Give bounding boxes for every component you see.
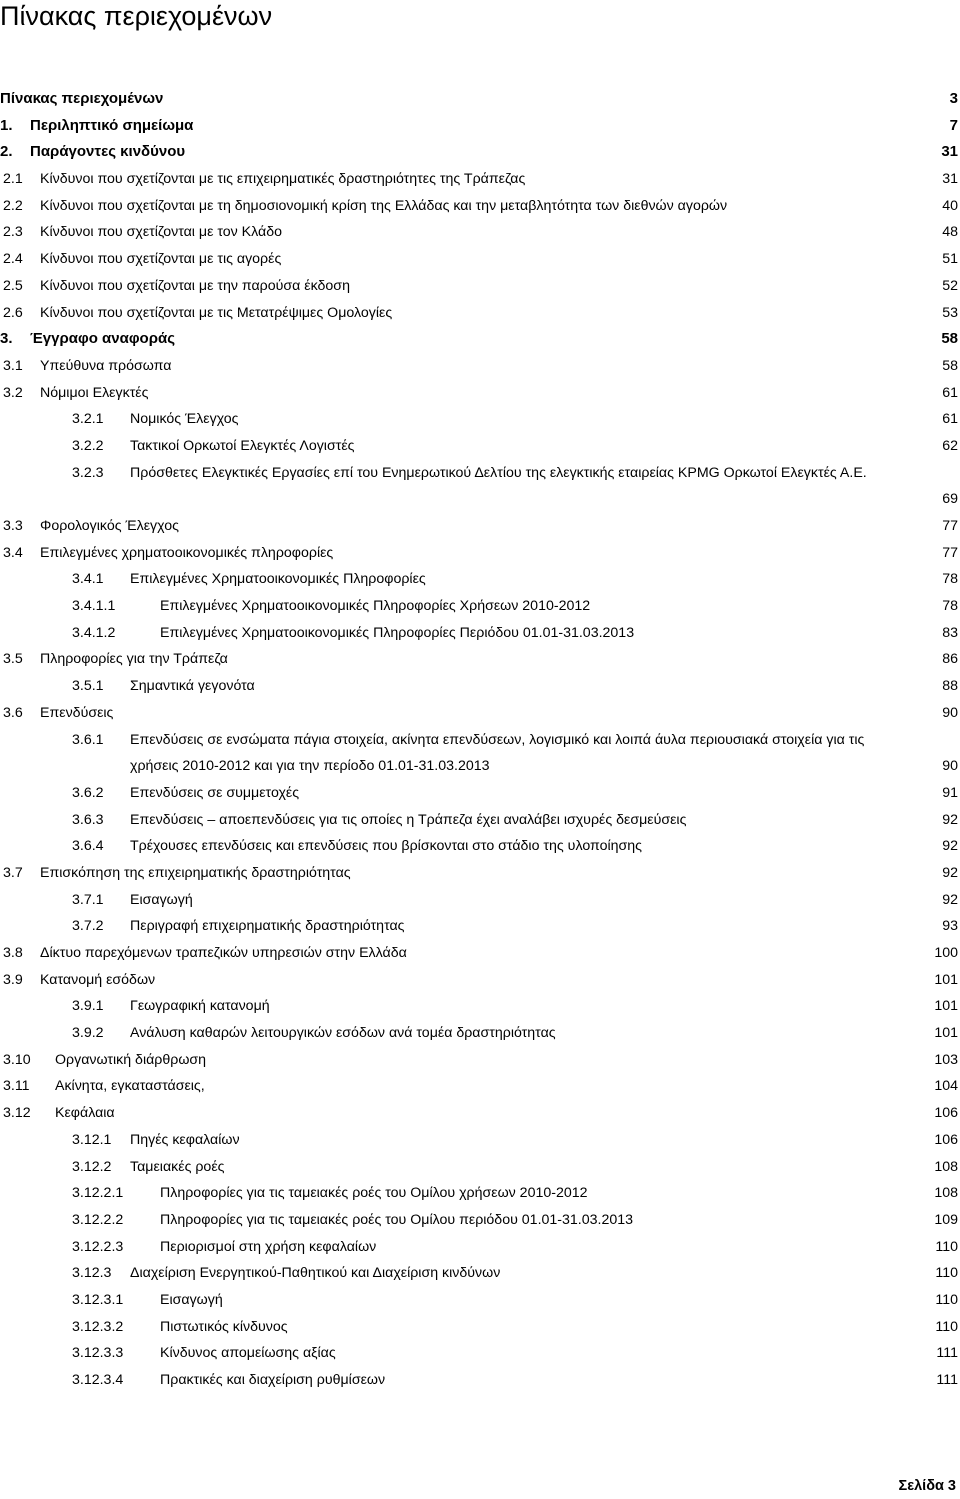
toc-entry[interactable] — [0, 193, 958, 220]
toc-entry-title: Κίνδυνοι που σχετίζονται με τη δημοσιονομική κρίση της Ελλάδας και την μεταβλητότητα των διεθνών αγορών — [40, 197, 728, 214]
toc-entry[interactable] — [0, 1020, 958, 1047]
toc-entry-number: 3.10 — [3, 1051, 31, 1068]
toc-entry-page: 78 — [942, 571, 958, 588]
toc-entry-number: 3.6.3 — [72, 811, 104, 828]
toc-entry-title: Επιλεγμένες Χρηματοοικονομικές Πληροφορίες Χρήσεων 2010-2012 — [160, 598, 591, 615]
toc-entry[interactable] — [0, 406, 958, 433]
toc-entry-number: 3.12 — [3, 1105, 31, 1122]
toc-entry-number: 3.9 — [3, 971, 23, 988]
toc-entry[interactable] — [0, 993, 958, 1020]
toc-entry-title: Πηγές κεφαλαίων — [130, 1131, 240, 1148]
toc-entry-number: 3.12.3.4 — [72, 1372, 124, 1389]
toc-entry[interactable] — [0, 1180, 958, 1207]
toc-entry-page: 92 — [942, 864, 958, 881]
toc-entry-number: 2.3 — [3, 224, 23, 241]
toc-entry-page: 106 — [934, 1131, 958, 1148]
toc-entry-page: 31 — [941, 143, 958, 161]
toc-entry-title: Φορολογικός Έλεγχος — [40, 518, 179, 535]
toc-entry-page: 100 — [934, 945, 958, 962]
toc-entry-title: Επιλεγμένες χρηματοοικονομικές πληροφορίες — [40, 544, 334, 561]
toc-entry-page: 101 — [934, 971, 958, 988]
toc-entry[interactable] — [0, 513, 958, 540]
toc-entry-number: 2. — [0, 143, 13, 161]
toc-entry[interactable] — [0, 460, 958, 513]
toc-entry[interactable] — [0, 219, 958, 246]
toc-entry-title: Επενδύσεις — [40, 704, 114, 721]
toc-entry-page: 110 — [935, 1238, 958, 1255]
toc-entry-title: Παράγοντες κινδύνου — [30, 143, 186, 161]
toc-entry-title: Πιστωτικός κίνδυνος — [160, 1318, 288, 1335]
toc-entry-page: 58 — [941, 330, 958, 348]
toc-entry-page: 61 — [942, 411, 958, 428]
toc-entry-title: Διαχείριση Ενεργητικού-Παθητικού και Διαχείριση κινδύνων — [130, 1265, 501, 1282]
toc-entry-page: 62 — [942, 437, 958, 454]
toc-entry-title: Πληροφορίες για τις ταμειακές ροές του Ομίλου περιόδου 01.01-31.03.2013 — [160, 1211, 634, 1228]
toc-entry[interactable] — [0, 1260, 958, 1287]
toc-entry-number: 3.12.2.2 — [72, 1211, 124, 1228]
toc-entry-page: 101 — [934, 1025, 958, 1042]
toc-entry-number: 3.4.1.2 — [72, 624, 116, 641]
toc-entry-title: Κατανομή εσόδων — [40, 971, 156, 988]
toc-entry-page: 77 — [942, 544, 958, 561]
toc-entry-title: Κίνδυνοι που σχετίζονται με τις αγορές — [40, 251, 282, 268]
toc-entry-number: 3.6.2 — [72, 784, 104, 801]
toc-entry[interactable] — [0, 1234, 958, 1261]
toc-entry-title: Εισαγωγή — [160, 1291, 223, 1308]
toc-entry-page: 83 — [942, 624, 958, 641]
toc-entry-page: 111 — [936, 1372, 958, 1389]
toc-entry[interactable] — [0, 166, 958, 193]
toc-entry-number: 3.3 — [3, 518, 23, 535]
toc-entry-page: 86 — [942, 651, 958, 668]
toc-entry[interactable] — [0, 540, 958, 567]
toc-entry[interactable] — [0, 326, 958, 353]
toc-entry[interactable] — [0, 1207, 958, 1234]
toc-entry-page: 93 — [942, 918, 958, 935]
toc-entry[interactable] — [0, 1287, 958, 1314]
toc-entry-title: Δίκτυο παρεχόμενων τραπεζικών υπηρεσιών στην Ελλάδα — [40, 945, 407, 962]
toc-entry[interactable] — [0, 1073, 958, 1100]
toc-entry-number: 3.7.1 — [72, 891, 104, 908]
toc-entry-title: Σημαντικά γεγονότα — [130, 678, 255, 695]
toc-entry-title: Πρόσθετες Ελεγκτικές Εργασίες επί του Ενημερωτικού Δελτίου της ελεγκτικής εταιρείας KPMG Ορκωτοί Ελεγκτές Α.Ε. — [130, 464, 867, 481]
toc-entry-page: 61 — [942, 384, 958, 401]
toc-entry[interactable] — [0, 1154, 958, 1181]
toc-entry-title: Επιλεγμένες Χρηματοοικονομικές Πληροφορίες — [130, 571, 426, 588]
toc-entry-title: Κίνδυνος απομείωσης αξίας — [160, 1345, 336, 1362]
toc-entry-number: 3.6.1 — [72, 731, 104, 748]
toc-entry[interactable] — [0, 1100, 958, 1127]
toc-entry-number: 3.12.3.1 — [72, 1291, 124, 1308]
toc-entry-page: 90 — [942, 758, 958, 775]
toc-entry[interactable] — [0, 1047, 958, 1074]
toc-entry[interactable] — [0, 380, 958, 407]
toc-entry-page: 69 — [942, 491, 958, 508]
toc-entry-number: 3. — [0, 330, 13, 348]
toc-entry-number: 3.2.2 — [72, 437, 104, 454]
toc-entry-number: 3.1 — [3, 357, 23, 374]
toc-entry-page: 92 — [942, 811, 958, 828]
toc-entry-page: 3 — [949, 90, 958, 107]
toc-entry-title: Ταμειακές ροές — [130, 1158, 225, 1175]
toc-entry-page: 78 — [942, 598, 958, 615]
toc-entry-page: 48 — [942, 224, 958, 241]
toc-entry-title: Κίνδυνοι που σχετίζονται με τις επιχειρηματικές δραστηριότητες της Τράπεζας — [40, 171, 526, 188]
toc-entry-number: 2.4 — [3, 251, 23, 268]
toc-entry-page: 91 — [942, 784, 958, 801]
toc-entry-title: Πληροφορίες για τις ταμειακές ροές του Ομίλου χρήσεων 2010-2012 — [160, 1185, 588, 1202]
toc-entry-page: 31 — [942, 171, 958, 188]
toc-entry-number: 3.5 — [3, 651, 23, 668]
toc-entry[interactable] — [0, 566, 958, 593]
toc-entry-number: 3.5.1 — [72, 678, 104, 695]
toc-entry[interactable] — [0, 940, 958, 967]
toc-entry-title: Επιλεγμένες Χρηματοοικονομικές Πληροφορίες Περιόδου 01.01-31.03.2013 — [160, 624, 635, 641]
toc-entry-number: 3.8 — [3, 945, 23, 962]
toc-entry-number: 3.7 — [3, 864, 23, 881]
toc-entry-number: 3.2.1 — [72, 411, 104, 428]
toc-entry-title: Οργανωτική διάρθρωση — [55, 1051, 207, 1068]
toc-entry-page: 110 — [935, 1265, 958, 1282]
toc-entry-page: 51 — [942, 251, 958, 268]
toc-entry[interactable] — [0, 887, 958, 914]
toc-entry-page: 77 — [942, 518, 958, 535]
toc-entry-page: 92 — [942, 838, 958, 855]
toc-entry[interactable] — [0, 700, 958, 727]
toc-entry-number: 3.4.1 — [72, 571, 104, 588]
toc-entry-title: Εισαγωγή — [130, 891, 193, 908]
toc-entry-title: Ακίνητα, εγκαταστάσεις, — [55, 1078, 205, 1095]
toc-entry[interactable] — [0, 593, 958, 620]
toc-entry-title: Νόμιμοι Ελεγκτές — [40, 384, 149, 401]
toc-entry-page: 108 — [934, 1185, 958, 1202]
toc-entry[interactable] — [0, 246, 958, 273]
toc-entry-number: 3.12.2.3 — [72, 1238, 124, 1255]
toc-entry-number: 3.6 — [3, 704, 23, 721]
toc-entry-number: 3.2 — [3, 384, 23, 401]
toc-entry[interactable] — [0, 300, 958, 327]
toc-entry-number: 3.12.3.2 — [72, 1318, 124, 1335]
toc-entry-page: 92 — [942, 891, 958, 908]
toc-entry-page: 52 — [942, 277, 958, 294]
toc-entry-number: 3.4.1.1 — [72, 598, 116, 615]
toc-entry[interactable] — [0, 1367, 958, 1394]
toc-entry-number: 3.2.3 — [72, 464, 104, 481]
toc-entry-title: Επενδύσεις σε ενσώματα πάγια στοιχεία, ακίνητα επενδύσεων, λογισμικό και λοιπά άυλα περιουσιακά στοιχεία για τις χρήσεις 2010-2012 και για την περίοδο 01.01-31.03.2013 — [130, 731, 865, 775]
toc-entry-number: 2.2 — [3, 197, 23, 214]
toc-entry[interactable] — [0, 86, 958, 113]
toc-entry-page: 108 — [934, 1158, 958, 1175]
toc-entry[interactable] — [0, 807, 958, 834]
toc-entry-number: 3.9.1 — [72, 998, 104, 1015]
toc-entry-title: Κεφάλαια — [55, 1105, 115, 1122]
toc-entry[interactable] — [0, 113, 958, 140]
toc-entry[interactable] — [0, 620, 958, 647]
toc-entry[interactable] — [0, 646, 958, 673]
toc-entry[interactable] — [0, 273, 958, 300]
toc-entry-title: Περιορισμοί στη χρήση κεφαλαίων — [160, 1238, 377, 1255]
toc-entry-title: Περιληπτικό σημείωμα — [30, 116, 194, 134]
toc-entry-page: 103 — [934, 1051, 958, 1068]
toc-entry-number: 3.6.4 — [72, 838, 104, 855]
toc-entry-title: Τρέχουσες επενδύσεις και επενδύσεις που βρίσκονται στο στάδιο της υλοποίησης — [130, 838, 643, 855]
toc-entry[interactable] — [0, 1127, 958, 1154]
toc-entry-title: Πίνακας περιεχομένων — [0, 90, 164, 107]
toc-entry-title: Επισκόπηση της επιχειρηματικής δραστηριότητας — [40, 864, 351, 881]
toc-entry-number: 3.12.2 — [72, 1158, 112, 1175]
toc-entry[interactable] — [0, 1340, 958, 1367]
toc-entry-number: 2.6 — [3, 304, 23, 321]
toc-entry[interactable] — [0, 833, 958, 860]
toc-entry-title: Επενδύσεις – αποεπενδύσεις για τις οποίες η Τράπεζα έχει αναλάβει ισχυρές δεσμεύσεις — [130, 811, 687, 828]
toc-entry-page: 106 — [934, 1105, 958, 1122]
toc-entry-title: Γεωγραφική κατανομή — [130, 998, 270, 1015]
toc-entry[interactable] — [0, 727, 958, 780]
toc-entry-title: Πρακτικές και διαχείριση ρυθμίσεων — [160, 1372, 386, 1389]
toc-entry-title: Τακτικοί Ορκωτοί Ελεγκτές Λογιστές — [130, 437, 355, 454]
toc-entry-page: 101 — [934, 998, 958, 1015]
toc-entry-page: 110 — [935, 1291, 958, 1308]
toc-entry-title: Νομικός Έλεγχος — [130, 411, 239, 428]
toc-entry-page: 58 — [942, 357, 958, 374]
toc-entry-page: 110 — [935, 1318, 958, 1335]
toc-entry-number: 3.4 — [3, 544, 23, 561]
toc-entry-title: Κίνδυνοι που σχετίζονται με τον Κλάδο — [40, 224, 282, 241]
toc-entry-title: Έγγραφο αναφοράς — [30, 330, 176, 348]
toc-entry-page: 109 — [934, 1211, 958, 1228]
toc-entry[interactable] — [0, 1314, 958, 1341]
page-title: Πίνακας περιεχομένων — [0, 1, 273, 31]
toc-entry-number: 3.7.2 — [72, 918, 104, 935]
toc-entry[interactable] — [0, 673, 958, 700]
toc-entry-page: 104 — [934, 1078, 958, 1095]
toc-entry[interactable] — [0, 780, 958, 807]
toc-entry-number: 3.12.3.3 — [72, 1345, 124, 1362]
toc-entry[interactable] — [0, 913, 958, 940]
toc-entry-title: Υπεύθυνα πρόσωπα — [40, 357, 172, 374]
toc-entry-number: 2.1 — [3, 171, 23, 188]
toc-entry[interactable] — [0, 433, 958, 460]
toc-entry-title: Πληροφορίες για την Τράπεζα — [40, 651, 228, 668]
toc-entry[interactable] — [0, 353, 958, 380]
toc-entry-title: Κίνδυνοι που σχετίζονται με την παρούσα έκδοση — [40, 277, 350, 294]
toc-entry-title: Επενδύσεις σε συμμετοχές — [130, 784, 300, 801]
toc-entry-page: 111 — [936, 1345, 958, 1362]
toc-entry-number: 3.12.2.1 — [72, 1185, 124, 1202]
toc-entry-page: 53 — [942, 304, 958, 321]
table-of-contents — [0, 86, 958, 1394]
toc-entry-number: 1. — [0, 116, 13, 134]
toc-entry[interactable] — [0, 139, 958, 166]
toc-entry-page: 90 — [942, 704, 958, 721]
toc-entry[interactable] — [0, 860, 958, 887]
toc-entry-title: Κίνδυνοι που σχετίζονται με τις Μετατρέψιμες Ομολογίες — [40, 304, 393, 321]
toc-entry-number: 3.11 — [3, 1078, 30, 1095]
toc-entry-number: 2.5 — [3, 277, 23, 294]
toc-entry-number: 3.12.1 — [72, 1131, 112, 1148]
toc-entry-title: Περιγραφή επιχειρηματικής δραστηριότητας — [130, 918, 405, 935]
toc-entry-page: 40 — [942, 197, 958, 214]
toc-entry-number: 3.12.3 — [72, 1265, 112, 1282]
toc-entry-page: 7 — [949, 116, 958, 134]
page-footer: Σελίδα 3 — [898, 1478, 956, 1494]
toc-entry-number: 3.9.2 — [72, 1025, 104, 1042]
toc-entry-title: Ανάλυση καθαρών λειτουργικών εσόδων ανά τομέα δραστηριότητας — [130, 1025, 556, 1042]
toc-entry-page: 88 — [942, 678, 958, 695]
toc-entry[interactable] — [0, 967, 958, 994]
